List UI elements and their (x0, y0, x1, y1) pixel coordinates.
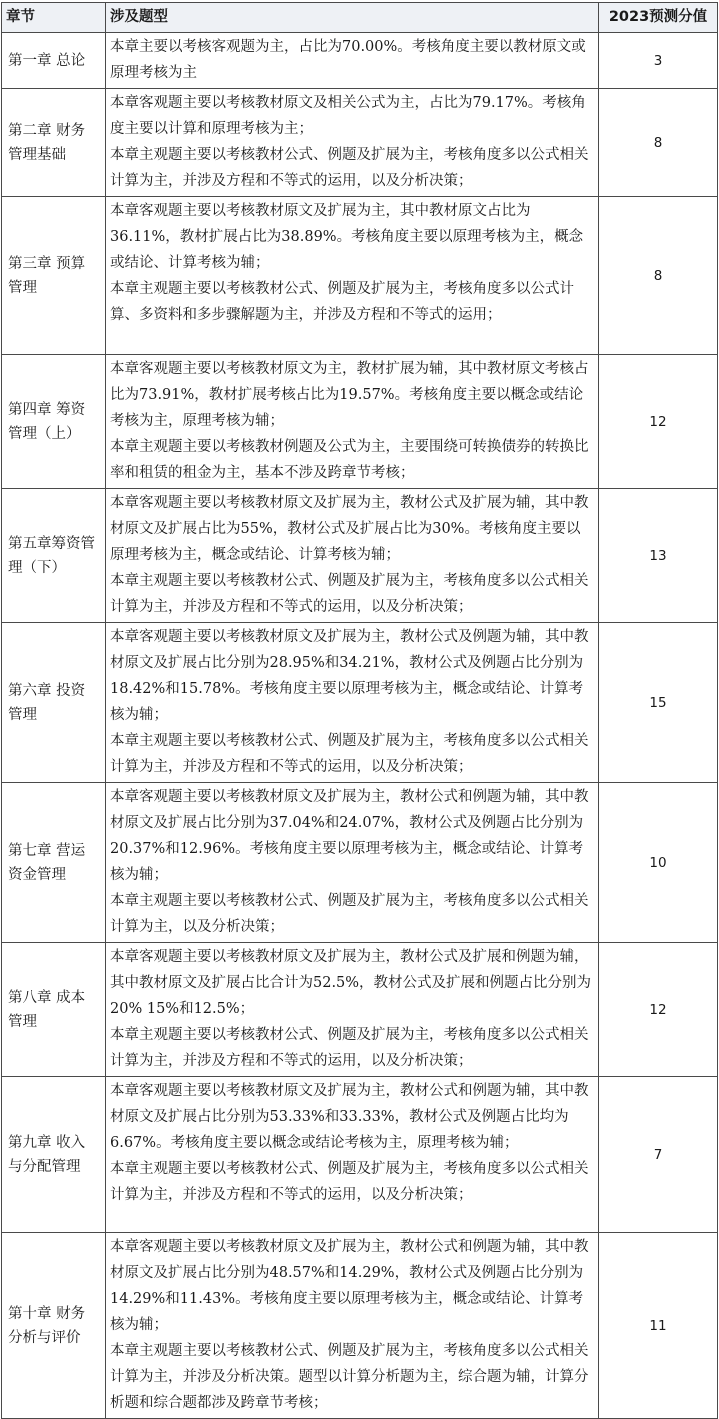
description-paragraph: 本章主观题主要以考核教材例题及公式为主，主要围绕可转换债券的转换比率和租赁的租金为主，基本不涉及跨章节考核； (110, 439, 589, 481)
table-row (2, 1233, 718, 1419)
chapter-cell: 第八章 成本管理 (2, 943, 106, 1077)
description-paragraph: 本章客观题主要以考核教材原文及扩展为主，教材公式和例题为辅，其中教材原文及扩展占比分别为48.57%和14.29%，教材公式及例题占比分别为14.29%和11.43%。考核角度主要以原理考核为主，概念或结论、计算考核为辅； (110, 1239, 589, 1333)
description-cell (106, 1233, 599, 1419)
table-row (2, 623, 718, 783)
description-cell (106, 489, 599, 623)
score-cell: 7 (599, 1077, 718, 1233)
description-cell (106, 89, 599, 197)
description-paragraph: 本章客观题主要以考核教材原文为主，教材扩展为辅，其中教材原文考核占比为73.91%，教材扩展考核占比为19.57%。考核角度主要以概念或结论考核为主，原理考核为辅； (110, 361, 589, 429)
chapter-cell: 第四章 筹资管理（上） (2, 355, 106, 489)
score-cell: 8 (599, 89, 718, 197)
header-score: 2023预测分值 (599, 3, 718, 33)
description-paragraph: 本章主观题主要以考核教材公式、例题及扩展为主，考核角度多以公式相关计算为主，并涉及方程和不等式的运用，以及分析决策； (110, 147, 589, 189)
table-row (2, 33, 718, 89)
chapter-cell: 第六章 投资管理 (2, 623, 106, 783)
score-cell: 13 (599, 489, 718, 623)
description-cell (106, 943, 599, 1077)
table-body (2, 33, 718, 1419)
description-cell (106, 197, 599, 355)
chapter-cell: 第三章 预算管理 (2, 197, 106, 355)
chapter-cell: 第十章 财务分析与评价 (2, 1233, 106, 1419)
table-row (2, 197, 718, 355)
description-cell (106, 355, 599, 489)
description-paragraph: 本章主观题主要以考核教材公式、例题及扩展为主，考核角度多以公式相关计算为主，并涉及方程和不等式的运用，以及分析决策； (110, 733, 589, 775)
table-row (2, 943, 718, 1077)
description-paragraph: 本章客观题主要以考核教材原文及扩展为主，其中教材原文占比为36.11%，教材扩展占比为38.89%。考核角度主要以原理考核为主，概念或结论、计算考核为辅； (110, 203, 584, 271)
score-prediction-table (1, 2, 718, 1419)
header-chapter: 章节 (2, 3, 106, 33)
score-cell: 11 (599, 1233, 718, 1419)
description-paragraph: 本章客观题主要以考核教材原文及扩展为主，教材公式和例题为辅，其中教材原文及扩展占比分别为53.33%和33.33%，教材公式及例题占比均为6.67%。考核角度主要以概念或结论考核为主，原理考核为辅； (110, 1083, 589, 1151)
header-row (2, 3, 718, 33)
description-paragraph: 本章主观题主要以考核教材公式、例题及扩展为主，考核角度多以公式相关计算为主，以及分析决策； (110, 893, 589, 935)
score-cell: 12 (599, 355, 718, 489)
chapter-cell: 第七章 营运资金管理 (2, 783, 106, 943)
table-row (2, 89, 718, 197)
table-row (2, 1077, 718, 1233)
description-paragraph: 本章客观题主要以考核教材原文及扩展为主，教材公式和例题为辅，其中教材原文及扩展占比分别为37.04%和24.07%，教材公式及例题占比分别为20.37%和12.96%。考核角度主要以原理考核为主，概念或结论、计算考核为辅； (110, 789, 589, 883)
table-row (2, 489, 718, 623)
description-paragraph: 本章主观题主要以考核教材公式、例题及扩展为主，考核角度多以公式计算、多资料和多步骤解题为主，并涉及方程和不等式的运用； (110, 281, 574, 323)
description-cell (106, 33, 599, 89)
chapter-cell: 第一章 总论 (2, 33, 106, 89)
description-paragraph: 本章主观题主要以考核教材公式、例题及扩展为主，考核角度多以公式相关计算为主，并涉及方程和不等式的运用，以及分析决策； (110, 1161, 589, 1203)
chapter-cell: 第二章 财务管理基础 (2, 89, 106, 197)
score-cell: 3 (599, 33, 718, 89)
score-cell: 10 (599, 783, 718, 943)
description-paragraph: 本章客观题主要以考核教材原文及相关公式为主，占比为79.17%。考核角度主要以计算和原理考核为主； (110, 95, 586, 137)
table-row (2, 355, 718, 489)
description-paragraph: 本章主观题主要以考核教材公式、例题及扩展为主，考核角度多以公式相关计算为主，并涉及方程和不等式的运用，以及分析决策； (110, 573, 589, 615)
description-paragraph: 本章客观题主要以考核教材原文及扩展为主，教材公式及例题为辅，其中教材原文及扩展占比分别为28.95%和34.21%，教材公式及例题占比分别为18.42%和15.78%。考核角度主要以原理考核为主，概念或结论、计算考核为辅； (110, 629, 589, 723)
description-cell (106, 783, 599, 943)
description-cell (106, 623, 599, 783)
chapter-cell: 第九章 收入与分配管理 (2, 1077, 106, 1233)
score-cell: 12 (599, 943, 718, 1077)
description-paragraph: 本章主观题主要以考核教材公式、例题及扩展为主，考核角度多以公式相关计算为主，并涉及方程和不等式的运用，以及分析决策； (110, 1027, 589, 1069)
table-row (2, 783, 718, 943)
score-cell: 15 (599, 623, 718, 783)
description-paragraph: 本章客观题主要以考核教材原文及扩展为主，教材公式及扩展和例题为辅，其中教材原文及扩展占比合计为52.5%，教材公式及扩展和例题占比分别为20% 15%和12.5%； (110, 949, 592, 1017)
description-cell (106, 1077, 599, 1233)
description-paragraph: 本章主要以考核客观题为主，占比为70.00%。考核角度主要以教材原文或原理考核为主 (110, 39, 586, 81)
chapter-cell: 第五章筹资管理（下） (2, 489, 106, 623)
description-paragraph: 本章主观题主要以考核教材公式、例题及扩展为主，考核角度多以公式相关计算为主，并涉及分析决策。题型以计算分析题为主，综合题为辅，计算分析题和综合题都涉及跨章节考核； (110, 1343, 589, 1411)
header-content: 涉及题型 (106, 3, 599, 33)
description-paragraph: 本章客观题主要以考核教材原文及扩展为主，教材公式及扩展为辅，其中教材原文及扩展占比为55%，教材公式及扩展占比为30%。考核角度主要以原理考核为主，概念或结论、计算考核为辅； (110, 495, 589, 563)
score-cell: 8 (599, 197, 718, 355)
